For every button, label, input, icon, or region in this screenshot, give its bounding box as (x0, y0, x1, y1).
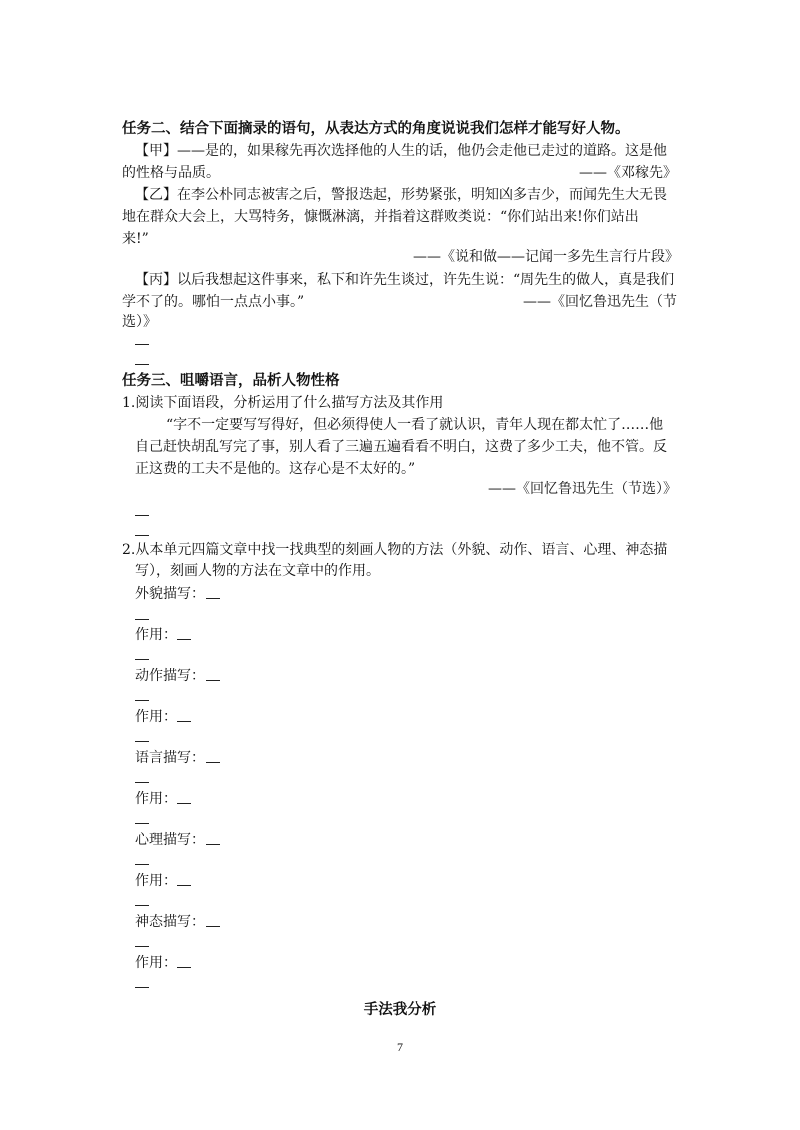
task2-bing-line3: 选）》 (122, 314, 157, 330)
answer-blank[interactable] (135, 864, 149, 865)
answer-blank[interactable] (206, 680, 220, 681)
task2-yi-source: ——《说和做——记闻一多先生言行片段》 (413, 249, 679, 265)
task2-yi-line2: 地在群众大会上，大骂特务，慷慨淋漓，并指着这群败类说：“你们站出来!你们站出 (122, 209, 639, 225)
task2-jia-line2: 的性格与品质。 (122, 165, 220, 181)
answer-blank[interactable] (135, 905, 149, 906)
task2-yi-line3: 来!” (122, 231, 149, 247)
answer-blank[interactable] (177, 967, 191, 968)
task3-q2-prompt2: 写），刻画人物的方法在文章中的作用。 (135, 563, 380, 579)
action-label: 动作描写： (135, 668, 205, 684)
task3-heading: 任务三、咀嚼语言，品析人物性格 (122, 373, 340, 389)
action-effect-label: 作用： (135, 709, 177, 725)
task3-q1-quote2: 自己赶快胡乱写完了事，别人看了三遍五遍看看不明白，这费了多少工夫，他不管。反 (135, 439, 667, 455)
task3-q1-quote1: “字不一定要写写得好，但必须得使人一看了就认识，青年人现在都太忙了……他 (166, 417, 664, 433)
expression-effect-label: 作用： (135, 955, 177, 971)
task2-bing-line2: 学不了的。哪怕一点点小事。” (122, 294, 305, 310)
appearance-effect-label: 作用： (135, 627, 177, 643)
expression-label: 神态描写： (135, 914, 205, 930)
answer-blank[interactable] (135, 741, 149, 742)
answer-blank[interactable] (135, 515, 149, 516)
task2-bing-source: ——《回忆鲁迅先生（节 (523, 294, 677, 310)
task2-jia-line1: 【甲】——是的，如果稼先再次选择他的人生的话，他仍会走他已走过的道路。这是他 (135, 143, 667, 159)
answer-blank[interactable] (206, 844, 220, 845)
task2-yi-line1: 【乙】在李公朴同志被害之后，警报迭起，形势紧张，明知凶多吉少，而闻先生大无畏 (135, 187, 667, 203)
answer-blank[interactable] (135, 946, 149, 947)
answer-blank[interactable] (135, 535, 149, 536)
answer-blank[interactable] (135, 823, 149, 824)
answer-blank[interactable] (206, 762, 220, 763)
task2-bing-line1: 【丙】以后我想起这件事来，私下和许先生谈过，许先生说：“周先生的做人，真是我们 (135, 272, 675, 288)
task3-q1-source: ——《回忆鲁迅先生（节选）》 (488, 481, 677, 497)
task2-heading: 任务二、结合下面摘录的语句，从表达方式的角度说说我们怎样才能写好人物。 (122, 121, 630, 137)
psychology-effect-label: 作用： (135, 873, 177, 889)
answer-blank[interactable] (135, 344, 149, 345)
task3-q1-quote3: 正这费的工夫不是他的。这存心是不太好的。” (135, 461, 416, 477)
task3-q2-prompt1: 2.从本单元四篇文章中找一找典型的刻画人物的方法（外貌、动作、语言、心理、神态描 (122, 542, 668, 558)
answer-blank[interactable] (135, 364, 149, 365)
answer-blank[interactable] (135, 987, 149, 988)
answer-blank[interactable] (135, 782, 149, 783)
language-label: 语言描写： (135, 750, 205, 766)
answer-blank[interactable] (206, 926, 220, 927)
page-number: 7 (397, 1040, 403, 1054)
answer-blank[interactable] (135, 659, 149, 660)
answer-blank[interactable] (177, 721, 191, 722)
task2-jia-source: ——《邓稼先》 (579, 165, 677, 181)
psychology-label: 心理描写： (135, 832, 205, 848)
language-effect-label: 作用： (135, 791, 177, 807)
answer-blank[interactable] (135, 700, 149, 701)
task3-q1-prompt: 1.阅读下面语段，分析运用了什么描写方法及其作用 (122, 395, 444, 411)
appearance-label: 外貌描写： (135, 586, 205, 602)
answer-blank[interactable] (177, 803, 191, 804)
answer-blank[interactable] (206, 598, 220, 599)
section-title: 手法我分析 (363, 1002, 437, 1018)
answer-blank[interactable] (177, 639, 191, 640)
answer-blank[interactable] (135, 619, 149, 620)
answer-blank[interactable] (177, 885, 191, 886)
